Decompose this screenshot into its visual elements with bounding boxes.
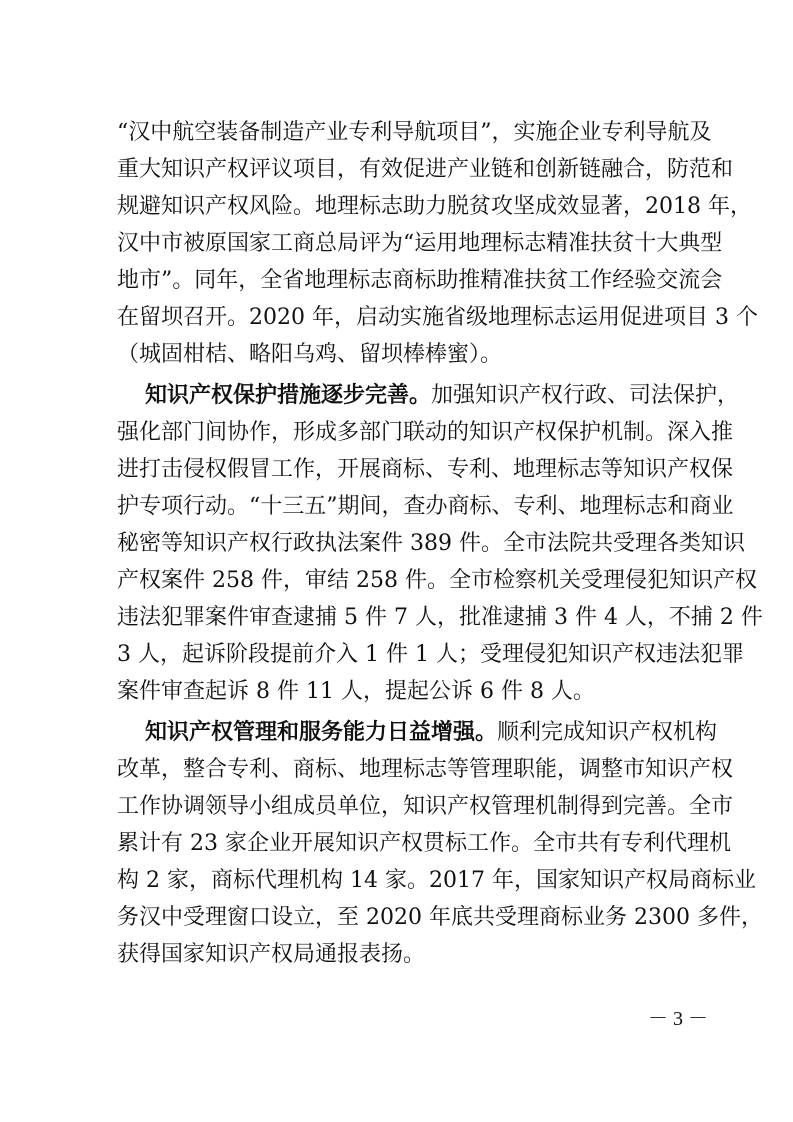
text-line: 改革，整合专利、商标、地理标志等管理职能，调整市知识产权 [117,757,734,782]
text-line: 秘密等知识产权行政执法案件 389 件。全市法院共受理各类知识 [117,531,745,556]
text-line: 在留坝召开。2020 年，启动实施省级地理标志运用促进项目 3 个 [117,305,758,330]
text-line: 累计有 23 家企业开展知识产权贯标工作。全市共有专利代理机 [117,831,731,856]
page-number: － 3 － [648,1008,708,1030]
text-line: 重大知识产权评议项目，有效促进产业链和创新链融合，防范和 [117,157,734,182]
paragraph-heading: 知识产权保护措施逐步完善。 [145,382,432,408]
text-line: 规避知识产权风险。地理标志助力脱贫攻坚成效显著，2018 年， [117,194,752,219]
text-line-first [117,377,740,414]
text-line-first [117,714,718,751]
text-line: 进打击侵权假冒工作，开展商标、专利、地理标志等知识产权保 [117,457,734,482]
text-line: “汉中航空装备制造产业专利导航项目”，实施企业专利导航及 [117,120,712,145]
paragraph-heading: 知识产权管理和服务能力日益增强。 [145,719,498,745]
paragraph-ip-management [117,714,763,973]
text-line: 案件审查起诉 8 件 11 人，提起公诉 6 件 8 人。 [117,679,595,704]
paragraph-heading-continuation: 加强知识产权行政、司法保护， [431,383,740,408]
text-line: 3 人，起诉阶段提前介入 1 件 1 人；受理侵犯知识产权违法犯罪 [117,642,744,667]
text-line: 违法犯罪案件审查逮捕 5 件 7 人，批准逮捕 3 件 4 人，不捕 2 件 [117,605,763,630]
text-line: 获得国家知识产权局通报表扬。 [117,942,426,967]
text-line: 护专项行动。“十三五”期间，查办商标、专利、地理标志和商业 [117,494,734,519]
text-line: 工作协调领导小组成员单位，知识产权管理机制得到完善。全市 [117,794,734,819]
text-line: 产权案件 258 件，审结 258 件。全市检察机关受理侵犯知识产权 [117,568,757,593]
document-body [117,114,763,973]
paragraph-geographic-indication [117,114,758,373]
paragraph-ip-protection [117,377,763,710]
paragraph-heading-continuation: 顺利完成知识产权机构 [497,720,718,745]
text-line: 地市”。同年，全省地理标志商标助推精准扶贫工作经验交流会 [117,268,723,293]
text-line: 强化部门间协作，形成多部门联动的知识产权保护机制。深入推 [117,420,734,445]
text-line: （城固柑桔、略阳乌鸡、留坝棒棒蜜）。 [117,342,503,367]
text-line: 务汉中受理窗口设立，至 2020 年底共受理商标业务 2300 多件， [117,905,763,930]
text-line: 构 2 家，商标代理机构 14 家。2017 年，国家知识产权局商标业 [117,868,756,893]
text-line: 汉中市被原国家工商总局评为“运用地理标志精准扶贫十大典型 [117,231,723,256]
